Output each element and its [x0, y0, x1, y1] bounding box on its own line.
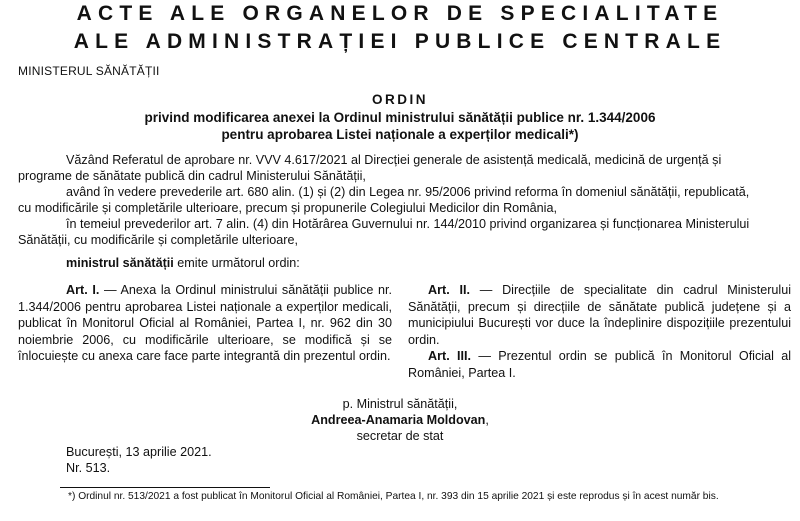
article-1-label: Art. I. — [66, 283, 100, 297]
article-2-label: Art. II. — [428, 283, 470, 297]
order-title: ORDIN — [372, 92, 428, 107]
article-2-text: — Direcțiile de specialitate din cadrul Ministerului Sănătății, precum și direcțiile de sănătate publică județene și a municipiului București vor duce la îndeplinire dispozițiile prezentului ordin. — [408, 283, 791, 347]
signatory-comma: , — [485, 413, 489, 427]
article-3-label: Art. III. — [428, 349, 472, 363]
section-header-line-1: ACTE ALE ORGANELOR DE SPECIALITATE — [76, 2, 724, 25]
signature-name-line — [0, 412, 800, 428]
footnote: *) Ordinul nr. 513/2021 a fost publicat în Monitorul Oficial al României, Partea I, nr. 393 din 15 aprilie 2021 și este reprodus și în acest număr bis. — [68, 491, 719, 502]
place-date: București, 13 aprilie 2021. — [66, 445, 212, 459]
issuer-name: ministrul sănătății — [66, 256, 174, 270]
signatory-role: secretar de stat — [356, 429, 444, 443]
article-2 — [408, 282, 791, 348]
signatory-name: Andreea-Anamaria Moldovan — [311, 413, 486, 427]
preamble-line-3: având în vedere prevederile art. 680 alin. (1) și (2) din Legea nr. 95/2006 privind reforma în domeniul sănătății, republicată, — [66, 185, 750, 199]
preamble-line-5: în temeiul prevederilor art. 7 alin. (4) din Hotărârea Guvernului nr. 144/2010 privind organizarea și funcționarea Ministerului — [66, 217, 750, 231]
section-header-line-2: ALE ADMINISTRAȚIEI PUBLICE CENTRALE — [73, 30, 727, 53]
preamble-line-2: programe de sănătate publică din cadrul Ministerului Sănătății, — [18, 169, 366, 183]
order-number: Nr. 513. — [66, 461, 111, 475]
signature-for-minister: p. Ministrul sănătății, — [342, 397, 458, 411]
preamble-line-4: cu modificările și completările ulterioare, precum și propunerile Colegiului Medicilor din România, — [18, 201, 557, 215]
issuer-text: emite următorul ordin: — [173, 256, 300, 270]
article-3 — [408, 348, 791, 381]
article-1 — [18, 282, 392, 365]
order-subtitle-line-1: privind modificarea anexei la Ordinul ministrului sănătății publice nr. 1.344/2006 — [144, 110, 656, 125]
issuer-line — [66, 255, 300, 271]
article-1-text: — Anexa la Ordinul ministrului sănătății publice nr. 1.344/2006 pentru aprobarea Listei naționale a experților medicali, publicat în Monitorul Oficial al României, Partea I, nr. 962 din 30 noiembrie 2006, cu modificările ulterioare, se modifică și se înlocuiește cu anexa care face parte integrantă din prezentul ordin. — [18, 283, 392, 363]
article-3-text: — Prezentul ordin se publică în Monitorul Oficial al României, Partea I. — [408, 349, 792, 380]
preamble-line-1: Văzând Referatul de aprobare nr. VVV 4.617/2021 al Direcției generale de asistență medicală, medicină de urgență și — [66, 153, 722, 167]
order-subtitle-line-2: pentru aprobarea Listei naționale a experților medicali*) — [221, 127, 579, 142]
issuing-ministry: MINISTERUL SĂNĂTĂȚII — [18, 64, 160, 78]
preamble-line-6: Sănătății, cu modificările și completările ulterioare, — [18, 233, 298, 247]
footnote-divider — [60, 487, 270, 488]
